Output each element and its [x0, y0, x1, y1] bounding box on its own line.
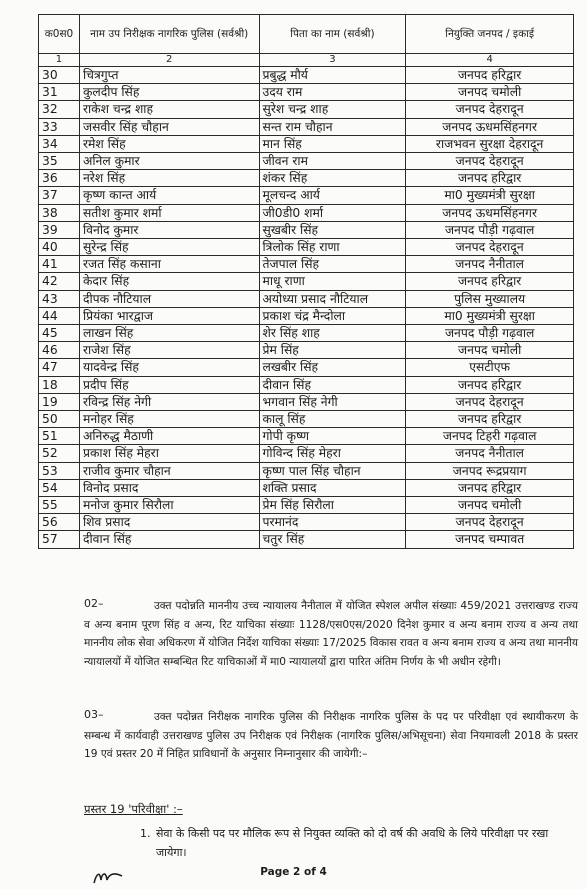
posting-cell: पुलिस मुख्यालय — [406, 290, 574, 307]
father-name-cell: परमानंद — [259, 514, 406, 531]
serial-cell: 50 — [39, 411, 80, 428]
posting-cell: जनपद देहरादून — [406, 514, 574, 531]
inspector-name-cell: राजीव कुमार चौहान — [79, 462, 259, 479]
father-name-cell: प्रबुद्ध मौर्य — [259, 67, 406, 84]
inspector-name-cell: दीपक नौटियाल — [79, 290, 259, 307]
serial-cell: 56 — [39, 514, 80, 531]
father-name-cell: दीवान सिंह — [259, 376, 406, 393]
serial-cell: 53 — [39, 462, 80, 479]
inspector-name-cell: सुरेन्द्र सिंह — [79, 239, 259, 256]
father-name-cell: माधू राणा — [259, 273, 406, 290]
serial-cell: 34 — [39, 135, 80, 152]
serial-cell: 46 — [39, 342, 80, 359]
serial-cell: 55 — [39, 497, 80, 514]
table-row — [39, 273, 574, 290]
father-name-cell: सुखबीर सिंह — [259, 221, 406, 238]
father-name-cell: तेजपाल सिंह — [259, 256, 406, 273]
header-inspector-name: नाम उप निरीक्षक नागरिक पुलिस (सर्वश्री) — [79, 15, 259, 54]
serial-cell: 40 — [39, 239, 80, 256]
table-row — [39, 170, 574, 187]
table-row — [39, 342, 574, 359]
inspector-name-cell: सतीश कुमार शर्मा — [79, 204, 259, 221]
inspector-name-cell: विनोद प्रसाद — [79, 479, 259, 496]
column-number: 1 — [39, 54, 80, 67]
posting-cell: जनपद रूद्रप्रयाग — [406, 462, 574, 479]
father-name-cell: कालू सिंह — [259, 411, 406, 428]
posting-cell: जनपद देहरादून — [406, 393, 574, 410]
table-row — [39, 101, 574, 118]
table-row — [39, 84, 574, 101]
serial-cell: 32 — [39, 101, 80, 118]
serial-cell: 39 — [39, 221, 80, 238]
father-name-cell: चतुर सिंह — [259, 531, 406, 548]
inspector-name-cell: प्रकाश सिंह मेहरा — [79, 445, 259, 462]
inspector-name-cell: रजत सिंह कसाना — [79, 256, 259, 273]
column-number: 4 — [406, 54, 574, 67]
table-row — [39, 221, 574, 238]
posting-cell: जनपद देहरादून — [406, 239, 574, 256]
inspector-name-cell: चित्रगुप्त — [79, 67, 259, 84]
inspector-name-cell: मनोहर सिंह — [79, 411, 259, 428]
inspector-name-cell: विनोद कुमार — [79, 221, 259, 238]
table-row — [39, 393, 574, 410]
father-name-cell: अयोध्या प्रसाद नौटियाल — [259, 290, 406, 307]
father-name-cell: प्रकाश चंद्र मैन्दोला — [259, 307, 406, 324]
inspector-name-cell: मनोज कुमार सिरौला — [79, 497, 259, 514]
posting-cell: जनपद देहरादून — [406, 101, 574, 118]
paragraph-03: उक्त पदोन्नत निरीक्षक नागरिक पुलिस की निरीक्षक नागरिक पुलिस के पद पर परिवीक्षा एवं स्थायीकरण के सम्बन्ध में कार्यवाही उत्तराखण्ड पुलिस उप निरीक्षक एवं निरीक्षक (नागरिक पुलिस/अभिसूचना) सेवा नियमावली 2018 के प्रस्तर 19 एवं प्रस्तर 20 में निहित प्राविधानों के अनुसार निम्नानुसार की जायेगी:– — [84, 711, 578, 761]
table-row — [39, 153, 574, 170]
para-number-03: 03– — [84, 708, 104, 721]
inspector-name-cell: जसवीर सिंह चौहान — [79, 118, 259, 135]
table-row — [39, 411, 574, 428]
father-name-cell: उदय राम — [259, 84, 406, 101]
table-row — [39, 531, 574, 548]
table-row — [39, 135, 574, 152]
table-row — [39, 479, 574, 496]
serial-cell: 44 — [39, 307, 80, 324]
posting-cell: जनपद हरिद्वार — [406, 411, 574, 428]
posting-cell: मा0 मुख्यमंत्री सुरक्षा — [406, 307, 574, 324]
serial-cell: 30 — [39, 67, 80, 84]
page-footer: Page 2 of 4 — [260, 866, 327, 878]
section-heading-probation: प्रस्तर 19 'परिवीक्षा' :– — [84, 802, 183, 816]
father-name-cell: प्रेम सिंह सिरौला — [259, 497, 406, 514]
column-number-row — [39, 54, 574, 67]
father-name-cell: शंकर सिंह — [259, 170, 406, 187]
table-row — [39, 67, 574, 84]
serial-cell: 43 — [39, 290, 80, 307]
posting-cell: जनपद ऊधमसिंहनगर — [406, 118, 574, 135]
inspector-name-cell: अनिल कुमार — [79, 153, 259, 170]
list-item-number: 1. — [140, 827, 151, 840]
father-name-cell: लखबीर सिंह — [259, 359, 406, 376]
serial-cell: 33 — [39, 118, 80, 135]
table-row — [39, 376, 574, 393]
paragraph-02: उक्त पदोन्नति माननीय उच्च न्यायालय नैनीताल में योजित स्पेशल अपील संख्याः 459/2021 उत्तराखण्ड राज्य व अन्य बनाम पूरण सिंह व अन्य, रिट याचिका संख्याः 1128/एस0एस/2020 दिनेश कुमार व अन्य बनाम राज्य व अन्य तथा माननीय लोक सेवा अधिकरण में योजित निर्देश याचिका संख्याः 17/2025 विकास रावत व अन्य बनाम राज्य व अन्य तथा माननीय न्यायालयों में योजित सम्बन्धित रिट याचिकाओं में मा0 न्यायालयों द्वारा पारित अंतिम निर्णय के भी अधीन रहेगी। — [84, 600, 578, 668]
inspector-name-cell: यादवेन्द्र सिंह — [79, 359, 259, 376]
inspector-name-cell: प्रदीप सिंह — [79, 376, 259, 393]
posting-cell: जनपद हरिद्वार — [406, 479, 574, 496]
inspector-name-cell: लाखन सिंह — [79, 325, 259, 342]
table-row — [39, 359, 574, 376]
posting-cell: जनपद चमोली — [406, 84, 574, 101]
serial-cell: 36 — [39, 170, 80, 187]
serial-cell: 18 — [39, 376, 80, 393]
serial-cell: 57 — [39, 531, 80, 548]
inspector-name-cell: दीवान सिंह — [79, 531, 259, 548]
list-item-text: सेवा के किसी पद पर मौलिक रूप से नियुक्त व्यक्ति को दो वर्ष की अवधि के लिये परिवीक्षा पर रखा जायेगा। — [156, 827, 549, 859]
table-row — [39, 325, 574, 342]
table-row — [39, 256, 574, 273]
column-number: 3 — [259, 54, 406, 67]
serial-cell: 38 — [39, 204, 80, 221]
inspector-name-cell: रमेश सिंह — [79, 135, 259, 152]
father-name-cell: कृष्ण पाल सिंह चौहान — [259, 462, 406, 479]
serial-cell: 47 — [39, 359, 80, 376]
serial-cell: 42 — [39, 273, 80, 290]
header-posting: नियुक्ति जनपद / इकाई — [406, 15, 574, 54]
table-body — [39, 67, 574, 549]
table-row — [39, 514, 574, 531]
father-name-cell: भगवान सिंह नेगी — [259, 393, 406, 410]
posting-cell: जनपद चमोली — [406, 497, 574, 514]
posting-cell: जनपद पौड़ी गढ़वाल — [406, 325, 574, 342]
table-row — [39, 290, 574, 307]
inspector-name-cell: रविन्द्र सिंह नेगी — [79, 393, 259, 410]
serial-cell: 31 — [39, 84, 80, 101]
posting-cell: जनपद हरिद्वार — [406, 273, 574, 290]
serial-cell: 51 — [39, 428, 80, 445]
table-row — [39, 118, 574, 135]
posting-cell: जनपद ऊधमसिंहनगर — [406, 204, 574, 221]
inspector-name-cell: कुलदीप सिंह — [79, 84, 259, 101]
father-name-cell: सन्त राम चौहान — [259, 118, 406, 135]
father-name-cell: प्रेम सिंह — [259, 342, 406, 359]
posting-cell: मा0 मुख्यमंत्री सुरक्षा — [406, 187, 574, 204]
inspector-name-cell: राकेश चन्द्र शाह — [79, 101, 259, 118]
column-number: 2 — [79, 54, 259, 67]
inspector-name-cell: प्रियंका भारद्वाज — [79, 307, 259, 324]
serial-cell: 37 — [39, 187, 80, 204]
header-serial: क0स0 — [39, 15, 80, 54]
serial-cell: 41 — [39, 256, 80, 273]
serial-cell: 19 — [39, 393, 80, 410]
posting-cell: एसटीएफ — [406, 359, 574, 376]
inspector-name-cell: नरेश सिंह — [79, 170, 259, 187]
father-name-cell: सुरेश चन्द्र शाह — [259, 101, 406, 118]
posting-cell: जनपद चमोली — [406, 342, 574, 359]
table-row — [39, 307, 574, 324]
inspector-name-cell: राजेश सिंह — [79, 342, 259, 359]
posting-cell: जनपद हरिद्वार — [406, 376, 574, 393]
inspector-name-cell: कृष्ण कान्त आर्य — [79, 187, 259, 204]
posting-cell: जनपद नैनीताल — [406, 256, 574, 273]
posting-cell: जनपद टिहरी गढ़वाल — [406, 428, 574, 445]
serial-cell: 54 — [39, 479, 80, 496]
father-name-cell: शेर सिंह शाह — [259, 325, 406, 342]
serial-cell: 35 — [39, 153, 80, 170]
posting-cell: जनपद देहरादून — [406, 153, 574, 170]
father-name-cell: शक्ति प्रसाद — [259, 479, 406, 496]
posting-cell: जनपद हरिद्वार — [406, 67, 574, 84]
table-row — [39, 497, 574, 514]
para-number-02: 02– — [84, 597, 104, 610]
father-name-cell: मूलचन्द आर्य — [259, 187, 406, 204]
serial-cell: 52 — [39, 445, 80, 462]
table-row — [39, 428, 574, 445]
father-name-cell: गोपी कृष्ण — [259, 428, 406, 445]
serial-cell: 45 — [39, 325, 80, 342]
table-row — [39, 239, 574, 256]
list-item-probation — [140, 824, 578, 862]
header-father-name: पिता का नाम (सर्वश्री) — [259, 15, 406, 54]
inspector-name-cell: अनिरुद्ध मैठाणी — [79, 428, 259, 445]
table-row — [39, 204, 574, 221]
table-row — [39, 187, 574, 204]
inspector-name-cell: शिव प्रसाद — [79, 514, 259, 531]
posting-cell: जनपद नैनीताल — [406, 445, 574, 462]
posting-cell: राजभवन सुरक्षा देहरादून — [406, 135, 574, 152]
posting-cell: जनपद चम्पावत — [406, 531, 574, 548]
promotion-posting-table — [38, 14, 574, 549]
inspector-name-cell: केदार सिंह — [79, 273, 259, 290]
father-name-cell: मान सिंह — [259, 135, 406, 152]
father-name-cell: जीवन राम — [259, 153, 406, 170]
table-row — [39, 445, 574, 462]
father-name-cell: गोविन्द सिंह मेहरा — [259, 445, 406, 462]
father-name-cell: जी0डी0 शर्मा — [259, 204, 406, 221]
posting-cell: जनपद हरिद्वार — [406, 170, 574, 187]
posting-cell: जनपद पौड़ी गढ़वाल — [406, 221, 574, 238]
father-name-cell: त्रिलोक सिंह राणा — [259, 239, 406, 256]
table-header-row — [39, 15, 574, 54]
table-row — [39, 462, 574, 479]
